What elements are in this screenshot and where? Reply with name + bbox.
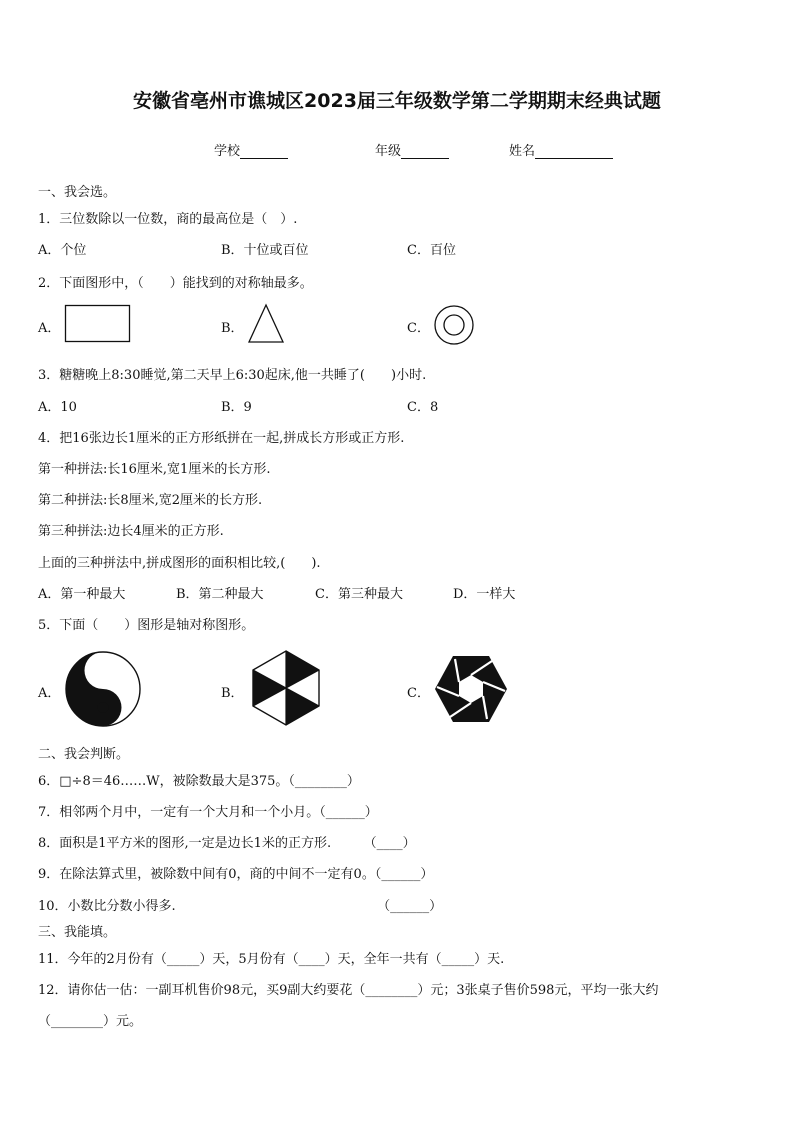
fill-item-12-line-1[interactable]: 12．请你估一估：一副耳机售价98元，买9副大约要花（________）元；3张桌子售价598元，平均一张大约 [38, 983, 659, 998]
q4-line-3: 第二种拼法:长8厘米,宽2厘米的长方形. [38, 493, 263, 508]
school-blank[interactable] [240, 144, 288, 159]
q5-option-a[interactable]: A． [38, 686, 61, 701]
q3-text: 3．糖糖晚上8:30睡觉,第二天早上6:30起床,他一共睡了( )小时. [38, 368, 427, 383]
q1-option-a[interactable]: A．个位 [38, 243, 87, 258]
q5-text: 5．下面（ ）图形是轴对称图形。 [38, 618, 255, 633]
q2-option-c[interactable]: C． [407, 321, 430, 336]
q1-option-b[interactable]: B．十位或百位 [221, 243, 309, 258]
triangle-figure [247, 304, 285, 344]
section3-heading: 三、我能填。 [38, 925, 117, 940]
concentric-circles-figure [433, 304, 475, 346]
q5-option-b[interactable]: B． [221, 686, 244, 701]
judge-item-9[interactable]: 9．在除法算式里，被除数中间有0，商的中间不一定有0。（______） [38, 867, 434, 882]
section2-heading: 二、我会判断。 [38, 747, 130, 762]
grade-blank[interactable] [401, 144, 449, 159]
aperture-figure [434, 655, 508, 723]
q4-option-c[interactable]: C．第三种最大 [315, 587, 403, 602]
judge-item-7[interactable]: 7．相邻两个月中，一定有一个大月和一个小月。（______） [38, 805, 378, 820]
name-blank[interactable] [535, 144, 613, 159]
q2-option-b[interactable]: B． [221, 321, 244, 336]
q3-option-b[interactable]: B．9 [221, 400, 252, 415]
info-school [214, 140, 288, 159]
q4-line-5: 上面的三种拼法中,拼成图形的面积相比较,( ). [38, 556, 321, 571]
q4-option-a[interactable]: A．第一种最大 [38, 587, 126, 602]
page-title: 安徽省亳州市谯城区2023届三年级数学第二学期期末经典试题 [133, 90, 661, 112]
q4-option-d[interactable]: D．一样大 [453, 587, 516, 602]
info-grade [375, 140, 449, 159]
judge-item-10[interactable]: 10．小数比分数小得多. （______） [38, 899, 443, 914]
q2-text: 2．下面图形中，（ ）能找到的对称轴最多。 [38, 276, 313, 291]
hexagon-figure [251, 649, 321, 727]
judge-item-8[interactable]: 8．面积是1平方米的图形,一定是边长1米的正方形. （____） [38, 836, 416, 851]
q3-option-c[interactable]: C．8 [407, 400, 439, 415]
school-label: 学校 [214, 144, 241, 159]
yin-yang-figure [65, 651, 141, 727]
q4-line-1: 4．把16张边长1厘米的正方形纸拼在一起,拼成长方形或正方形. [38, 431, 405, 446]
q3-option-a[interactable]: A．10 [38, 400, 77, 415]
section1-heading: 一、我会选。 [38, 185, 117, 200]
fill-item-11[interactable]: 11．今年的2月份有（_____）天，5月份有（____）天，全年一共有（_____）天. [38, 952, 505, 967]
q4-option-b[interactable]: B．第二种最大 [176, 587, 264, 602]
fill-item-12-line-2[interactable]: （________）元。 [38, 1014, 143, 1029]
judge-item-6[interactable]: 6．□÷8＝46……W，被除数最大是375。（________） [38, 774, 360, 789]
info-name [509, 140, 613, 159]
q5-option-c[interactable]: C． [407, 686, 430, 701]
q2-option-a[interactable]: A． [38, 321, 61, 336]
q4-line-2: 第一种拼法:长16厘米,宽1厘米的长方形. [38, 462, 271, 477]
name-label: 姓名 [509, 144, 536, 159]
rectangle-figure [65, 305, 131, 343]
q1-text: 1．三位数除以一位数，商的最高位是（ ）. [38, 212, 298, 227]
grade-label: 年级 [375, 144, 402, 159]
q4-line-4: 第三种拼法:边长4厘米的正方形. [38, 524, 224, 539]
q1-option-c[interactable]: C．百位 [407, 243, 456, 258]
